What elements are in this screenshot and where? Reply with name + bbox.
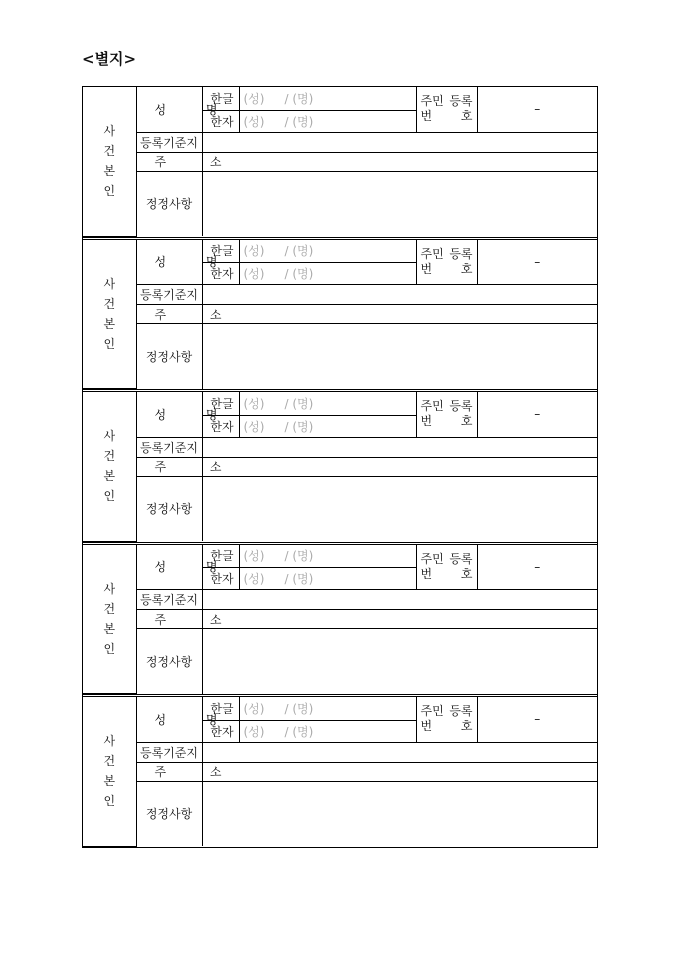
reg-base-label: 등록기준지 (136, 132, 202, 152)
address-field[interactable] (202, 457, 597, 476)
reg-base-field[interactable] (202, 285, 597, 305)
resident-number-field[interactable]: – (477, 697, 597, 742)
resident-number-label: 주민 등록 번 호 (416, 392, 477, 437)
address-label: 주 소 (136, 610, 202, 629)
changes-label: 정정사항 (136, 171, 202, 236)
resident-number-label: 주민 등록 번 호 (416, 240, 477, 285)
address-field[interactable] (202, 305, 597, 324)
reg-base-label: 등록기준지 (136, 590, 202, 610)
changes-field[interactable] (202, 781, 597, 846)
reg-base-field[interactable] (202, 132, 597, 152)
person-block (83, 542, 597, 695)
hanja-label: 한자 (202, 568, 239, 590)
changes-field[interactable] (202, 476, 597, 541)
page-label: <별지> (82, 50, 137, 68)
address-label: 주 소 (136, 305, 202, 324)
changes-label: 정정사항 (136, 324, 202, 389)
name-label: 성 명 (136, 545, 202, 590)
hanja-name-field[interactable]: (성) / (명) (239, 110, 416, 132)
person-block (83, 389, 597, 542)
reg-base-label: 등록기준지 (136, 285, 202, 305)
correction-form (82, 86, 598, 848)
hanja-name-field[interactable]: (성) / (명) (239, 263, 416, 285)
resident-number-field[interactable]: – (477, 87, 597, 132)
side-label: 사 건 본 인 (83, 87, 136, 236)
hangul-name-field[interactable]: (성) / (명) (239, 545, 416, 568)
reg-base-field[interactable] (202, 590, 597, 610)
hanja-label: 한자 (202, 110, 239, 132)
hangul-label: 한글 (202, 87, 239, 110)
hangul-label: 한글 (202, 697, 239, 720)
changes-field[interactable] (202, 629, 597, 694)
person-block (83, 237, 597, 390)
hangul-label: 한글 (202, 545, 239, 568)
reg-base-label: 등록기준지 (136, 437, 202, 457)
changes-label: 정정사항 (136, 629, 202, 694)
changes-field[interactable] (202, 171, 597, 236)
resident-number-label: 주민 등록 번 호 (416, 697, 477, 742)
hanja-name-field[interactable]: (성) / (명) (239, 568, 416, 590)
address-field[interactable] (202, 762, 597, 781)
hangul-name-field[interactable]: (성) / (명) (239, 87, 416, 110)
resident-number-label: 주민 등록 번 호 (416, 545, 477, 590)
hanja-label: 한자 (202, 263, 239, 285)
resident-number-field[interactable]: – (477, 392, 597, 437)
side-label: 사 건 본 인 (83, 697, 136, 846)
address-field[interactable] (202, 610, 597, 629)
resident-number-label: 주민 등록 번 호 (416, 87, 477, 132)
hangul-label: 한글 (202, 392, 239, 415)
side-label: 사 건 본 인 (83, 545, 136, 694)
address-label: 주 소 (136, 762, 202, 781)
side-label: 사 건 본 인 (83, 392, 136, 541)
changes-field[interactable] (202, 324, 597, 389)
address-label: 주 소 (136, 457, 202, 476)
changes-label: 정정사항 (136, 476, 202, 541)
hangul-label: 한글 (202, 240, 239, 263)
name-label: 성 명 (136, 240, 202, 285)
hangul-name-field[interactable]: (성) / (명) (239, 697, 416, 720)
hanja-label: 한자 (202, 720, 239, 742)
name-label: 성 명 (136, 392, 202, 437)
person-block (83, 694, 597, 847)
reg-base-field[interactable] (202, 742, 597, 762)
resident-number-field[interactable]: – (477, 545, 597, 590)
resident-number-field[interactable]: – (477, 240, 597, 285)
hanja-name-field[interactable]: (성) / (명) (239, 720, 416, 742)
name-label: 성 명 (136, 87, 202, 132)
name-label: 성 명 (136, 697, 202, 742)
hanja-name-field[interactable]: (성) / (명) (239, 415, 416, 437)
reg-base-label: 등록기준지 (136, 742, 202, 762)
person-block (83, 87, 597, 237)
changes-label: 정정사항 (136, 781, 202, 846)
hangul-name-field[interactable]: (성) / (명) (239, 392, 416, 415)
address-field[interactable] (202, 152, 597, 171)
hanja-label: 한자 (202, 415, 239, 437)
reg-base-field[interactable] (202, 437, 597, 457)
address-label: 주 소 (136, 152, 202, 171)
side-label: 사 건 본 인 (83, 240, 136, 389)
hangul-name-field[interactable]: (성) / (명) (239, 240, 416, 263)
